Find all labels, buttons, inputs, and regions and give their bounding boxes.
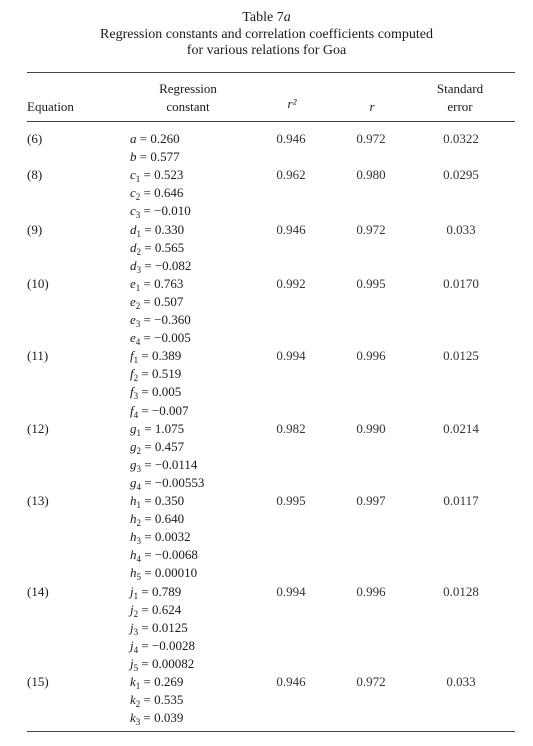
constant-subscript: 3: [133, 626, 139, 637]
constant-value: = 0.005: [138, 384, 182, 400]
standard-error-value: 0.033: [446, 221, 476, 237]
r-squared-value: 0.994: [276, 583, 306, 599]
constant-value: = −0.0114: [141, 456, 198, 472]
constant-value: = −0.360: [140, 312, 191, 327]
constant-value: = 0.330: [141, 221, 185, 237]
constant-symbol: e: [130, 312, 136, 327]
constant-symbol: e: [130, 330, 136, 346]
constant-value: = 0.457: [141, 438, 185, 454]
header-equation: Equation: [27, 99, 74, 114]
constant-symbol: a: [130, 131, 137, 146]
constant-subscript: 1: [135, 681, 141, 691]
constant-subscript: 2: [136, 445, 141, 456]
equation-number: (11): [27, 348, 49, 364]
r-value: 0.997: [356, 493, 386, 508]
constant-subscript: 3: [135, 717, 141, 728]
constant-subscript: 1: [136, 228, 141, 239]
constant-symbol: e: [130, 293, 136, 309]
constant-value: = 0.269: [140, 674, 184, 689]
equation-number: (13): [27, 493, 49, 508]
constant-value: = 0.260: [136, 131, 180, 146]
constant-subscript: 1: [133, 355, 139, 366]
r-squared-value: 0.995: [276, 493, 306, 508]
header-r: r: [369, 99, 375, 114]
constant-subscript: 3: [136, 463, 141, 474]
constant-subscript: 3: [135, 210, 141, 221]
constant-symbol: c: [130, 185, 136, 201]
constant-value: = 0.039: [140, 710, 184, 726]
equation-number: (8): [27, 167, 43, 183]
standard-error-value: 0.0322: [443, 131, 479, 146]
constant-symbol: c: [130, 203, 136, 219]
constant-value: = 0.507: [140, 293, 184, 309]
constant-symbol: d: [130, 221, 137, 237]
constant-subscript: 2: [133, 373, 139, 384]
table-subtitle-line2: for various relations for Goa: [186, 43, 347, 58]
constant-subscript: 1: [133, 590, 139, 601]
header-rule: [27, 121, 515, 122]
constant-value: = 0.0125: [138, 619, 188, 635]
constant-symbol: h: [130, 493, 137, 508]
constant-value: = 0.519: [138, 366, 182, 382]
r-value: 0.972: [356, 221, 386, 237]
constant-subscript: 5: [136, 572, 141, 583]
constant-symbol: h: [130, 547, 137, 563]
header-regression-line2: constant: [166, 99, 210, 114]
constant-subscript: 5: [133, 662, 139, 673]
constant-symbol: e: [130, 275, 136, 291]
equation-number: (12): [27, 420, 49, 436]
constant-subscript: 3: [133, 391, 139, 402]
constant-subscript: 1: [136, 427, 141, 438]
constant-value: = 0.763: [140, 275, 184, 291]
constant-subscript: 4: [136, 481, 141, 492]
r-value: 0.972: [356, 674, 386, 689]
equation-number: (10): [27, 275, 49, 291]
constant-subscript: 2: [133, 608, 139, 619]
top-rule: [27, 72, 515, 73]
constant-subscript: 2: [135, 699, 141, 710]
r-squared-value: 0.982: [276, 420, 306, 436]
constant-symbol: d: [130, 239, 137, 255]
constant-subscript: 4: [133, 644, 139, 655]
equation-number: (14): [27, 583, 49, 599]
constant-subscript: 3: [135, 319, 141, 329]
r-value: 0.996: [356, 348, 386, 364]
constant-subscript: 2: [135, 192, 141, 203]
header-standard-error-line2: error: [447, 99, 473, 114]
header-standard-error-line1: Standard: [436, 81, 484, 96]
constant-symbol: g: [130, 438, 137, 454]
constant-value: = 0.523: [140, 167, 184, 183]
r-squared-value: 0.946: [276, 674, 306, 689]
r-squared-value: 0.992: [276, 275, 306, 291]
constant-subscript: 1: [135, 282, 141, 293]
constant-symbol: k: [130, 710, 136, 726]
constant-subscript: 4: [136, 554, 141, 565]
constant-symbol: f: [130, 348, 134, 364]
constant-symbol: f: [130, 384, 134, 400]
constant-subscript: 2: [136, 246, 141, 257]
constant-symbol: j: [130, 637, 134, 653]
constant-symbol: h: [130, 565, 137, 581]
r-value: 0.996: [356, 583, 386, 599]
r-value: 0.972: [356, 131, 386, 146]
constant-symbol: d: [130, 257, 137, 273]
constant-symbol: f: [130, 366, 134, 382]
constant-subscript: 3: [136, 536, 141, 547]
r-value: 0.995: [356, 275, 386, 291]
constant-value: = −0.082: [141, 257, 192, 273]
r-value: 0.990: [356, 420, 386, 436]
constant-value: = −0.010: [140, 203, 191, 219]
standard-error-value: 0.0214: [443, 420, 479, 436]
constant-value: = 0.00010: [141, 565, 198, 581]
r-value: 0.980: [356, 167, 386, 183]
bottom-rule: [27, 731, 515, 732]
constant-subscript: 4: [135, 337, 141, 348]
constant-symbol: f: [130, 402, 134, 418]
constant-value: = 0.00082: [138, 655, 195, 671]
r-squared-value: 0.962: [276, 167, 306, 183]
constant-value: = −0.0028: [138, 637, 196, 653]
constant-subscript: 1: [135, 174, 141, 185]
r-squared-value: 0.994: [276, 348, 306, 364]
constant-value: = 0.640: [141, 511, 185, 527]
constant-symbol: h: [130, 511, 137, 527]
header-regression-line1: Regression: [159, 81, 217, 96]
regression-constant: [130, 130, 180, 148]
r-squared-value: 0.946: [276, 221, 306, 237]
table-title: Table 7a: [242, 10, 291, 25]
standard-error-value: 0.033: [446, 674, 476, 689]
constant-subscript: 1: [136, 500, 141, 510]
constant-symbol: b: [130, 149, 137, 165]
constant-symbol: g: [130, 420, 137, 436]
constant-symbol: g: [130, 474, 137, 490]
constant-value: = −0.007: [138, 402, 189, 418]
standard-error-value: 0.0295: [443, 167, 479, 183]
constant-value: = −0.00553: [141, 474, 205, 490]
constant-symbol: j: [130, 583, 134, 599]
header-r-squared: r²: [287, 96, 297, 111]
constant-subscript: 2: [136, 518, 141, 529]
constant-symbol: c: [130, 167, 136, 183]
standard-error-value: 0.0128: [443, 583, 479, 599]
constant-value: = 0.565: [141, 239, 185, 255]
standard-error-value: 0.0170: [443, 275, 479, 291]
regression-constant: [130, 709, 183, 731]
r-squared-value: 0.946: [276, 131, 306, 146]
constant-value: = 0.350: [141, 493, 185, 508]
constant-value: = 0.535: [140, 692, 184, 708]
constant-symbol: j: [130, 619, 134, 635]
constant-symbol: k: [130, 692, 136, 708]
constant-value: = −0.005: [140, 330, 191, 346]
constant-value: = 0.646: [140, 185, 184, 201]
constant-symbol: j: [130, 601, 134, 617]
equation-number: (9): [27, 221, 43, 237]
constant-value: = 0.789: [138, 583, 182, 599]
constant-subscript: 4: [133, 409, 139, 420]
constant-symbol: h: [130, 529, 137, 545]
equation-number: (6): [27, 131, 43, 146]
constant-value: = 0.577: [136, 149, 180, 165]
constant-subscript: 3: [136, 264, 141, 275]
constant-value: = 0.389: [138, 348, 182, 364]
constant-value: = 1.075: [141, 420, 185, 436]
constant-symbol: j: [130, 655, 134, 671]
regression-constant: [130, 148, 180, 166]
constant-value: = −0.0068: [141, 547, 198, 563]
constant-symbol: g: [130, 456, 137, 472]
standard-error-value: 0.0125: [443, 348, 479, 364]
table-subtitle-line1: Regression constants and correlation coefficients computed: [100, 27, 433, 42]
constant-value: = 0.0032: [141, 529, 191, 545]
constant-subscript: 2: [135, 300, 141, 311]
constant-value: = 0.624: [138, 601, 182, 617]
standard-error-value: 0.0117: [443, 493, 479, 508]
constant-symbol: k: [130, 674, 136, 689]
equation-number: (15): [27, 674, 49, 689]
